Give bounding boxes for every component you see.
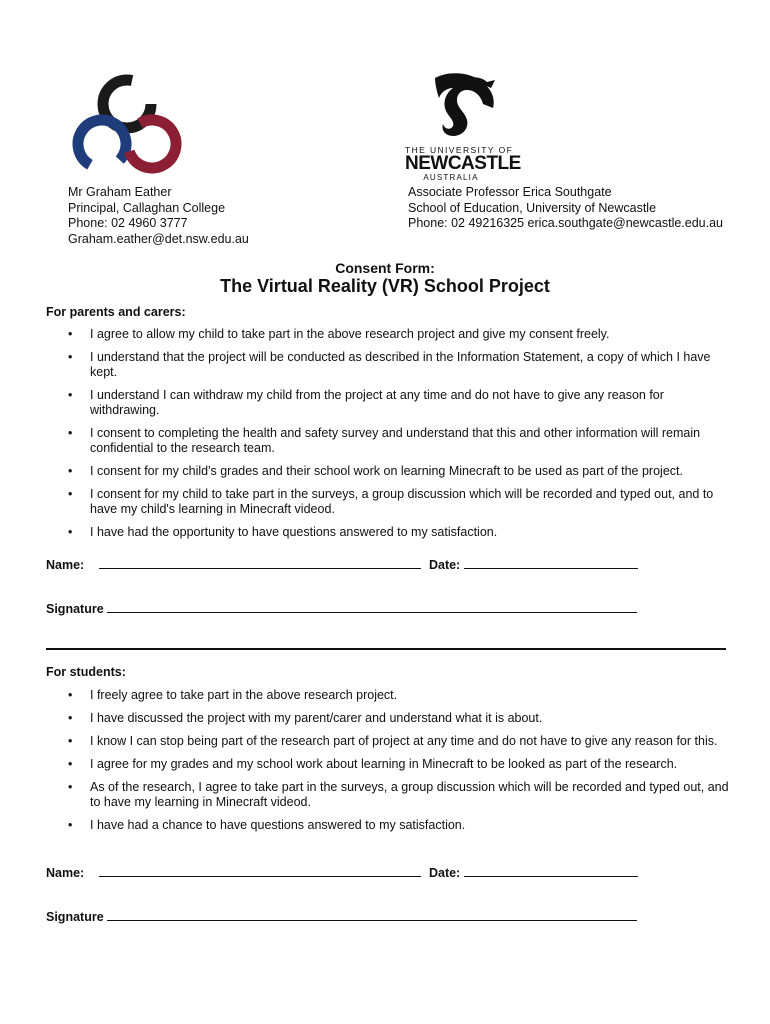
university-contact [408, 185, 723, 232]
college-contact-role: Principal, Callaghan College [68, 200, 226, 215]
student-signature-row [46, 909, 637, 924]
list-item: • I consent for my child to take part in the surveys, a group discussion which will be recorded and typed out, and to have my child's learning in Minecraft videod. [66, 487, 730, 517]
student-name-date-row [46, 865, 638, 880]
parent-name-date-row [46, 557, 638, 572]
parent-name-label: Name: [46, 558, 85, 572]
student-name-field[interactable] [99, 865, 421, 877]
list-item: • I know I can stop being part of the research part of project at any time and do not have to give any reason for this. [66, 734, 730, 749]
parent-signature-field[interactable] [107, 601, 637, 613]
list-item: • I agree to allow my child to take part in the above research project and give my consent freely. [66, 327, 730, 342]
student-signature-label: Signature [46, 910, 104, 924]
student-date-field[interactable] [464, 865, 638, 877]
parents-list [66, 327, 730, 548]
interlocking-rings-icon [69, 80, 185, 177]
parents-heading: For parents and carers: [46, 305, 186, 319]
list-item: • As of the research, I agree to take part in the surveys, a group discussion which will be recorded and typed out, and to have my learning in Minecraft videod. [66, 780, 730, 810]
university-contact-school: School of Education, University of Newcastle [408, 200, 657, 215]
list-item: • I agree for my grades and my school work about learning in Minecraft to be looked as part of the research. [66, 757, 730, 772]
student-date-label: Date: [428, 866, 461, 880]
list-item: • I freely agree to take part in the above research project. [66, 688, 730, 703]
list-item: • I understand I can withdraw my child from the project at any time and do not have to give any reason for withdrawing. [66, 388, 730, 418]
college-contact [68, 185, 249, 247]
section-divider [46, 648, 726, 650]
list-item: • I consent for my child's grades and their school work on learning Minecraft to be used as part of the project. [66, 464, 730, 479]
college-contact-email: Graham.eather@det.nsw.edu.au [68, 231, 249, 246]
university-line-1: THE UNIVERSITY OF [405, 145, 514, 155]
parent-date-label: Date: [428, 558, 461, 572]
college-logo [68, 72, 186, 184]
university-line-2: NEWCASTLE [405, 153, 521, 174]
parent-signature-label: Signature [46, 602, 104, 616]
parent-date-field[interactable] [464, 557, 638, 569]
university-logo [405, 70, 523, 186]
university-contact-name: Associate Professor Erica Southgate [408, 185, 612, 199]
college-contact-phone: Phone: 02 4960 3777 [68, 216, 188, 230]
students-heading: For students: [46, 665, 126, 679]
student-signature-field[interactable] [107, 909, 637, 921]
parent-signature-row [46, 601, 637, 616]
university-line-3: AUSTRALIA [423, 173, 479, 182]
university-contact-phone-email: Phone: 02 49216325 erica.southgate@newcastle.edu.au [408, 216, 724, 230]
parent-name-field[interactable] [99, 557, 421, 569]
seahorse-icon [405, 70, 523, 138]
list-item: • I have had a chance to have questions answered to my satisfaction. [66, 818, 730, 833]
students-list [66, 688, 730, 841]
list-item: • I understand that the project will be conducted as described in the Information Statement, a copy of which I have kept. [66, 350, 730, 380]
list-item: • I consent to completing the health and safety survey and understand that this and other information will remain confidential to the research team. [66, 426, 730, 456]
student-name-label: Name: [46, 866, 85, 880]
consent-form-label: Consent Form: [335, 260, 435, 276]
project-title: The Virtual Reality (VR) School Project [220, 276, 550, 296]
college-contact-name: Mr Graham Eather [68, 185, 172, 199]
list-item: • I have discussed the project with my parent/carer and understand what it is about. [66, 711, 730, 726]
list-item: • I have had the opportunity to have questions answered to my satisfaction. [66, 525, 730, 540]
